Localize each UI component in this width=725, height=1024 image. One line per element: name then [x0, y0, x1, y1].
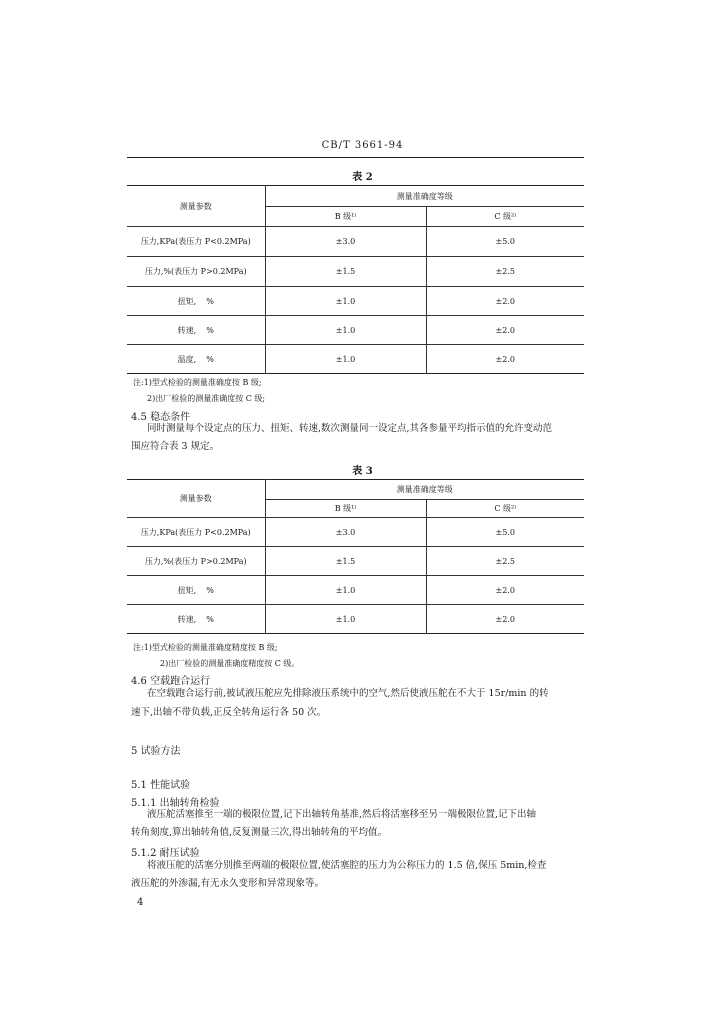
table-row — [127, 287, 584, 316]
table3-col-b: B 级¹⁾ — [334, 504, 357, 513]
table2-row-c: ±5.0 — [426, 227, 584, 257]
section-5-1-2-line-1: 将液压舵的活塞分别推至两端的极限位置,使活塞腔的压力为公称压力的 1.5 倍,保压 5min,检查 — [147, 860, 547, 871]
table2-col-c: C 级²⁾ — [426, 207, 584, 227]
table3-row-b: ±1.0 — [265, 576, 426, 605]
table3 — [127, 479, 584, 634]
table2-row-param: 转速, % — [127, 316, 265, 345]
section-5-1-1-line-2: 转角刻度,算出轴转角值,反复测量三次,得出轴转角的平均值。 — [131, 827, 388, 838]
table3-row-param: 压力,KPa(表压力 P<0.2MPa) — [127, 518, 265, 547]
table-row — [127, 547, 584, 576]
table2-note-1: 注:1)型式检验的测量准确度按 B 级; — [133, 378, 262, 387]
table2-row-c: ±2.0 — [426, 316, 584, 345]
table2 — [127, 185, 584, 374]
table2-row-param: 压力,KPa(表压力 P<0.2MPa) — [127, 227, 265, 257]
section-5-1-2-line-2: 液压舵的外渗漏,有无永久变形和异常现象等。 — [131, 878, 325, 889]
table3-row-c: ±5.0 — [426, 518, 584, 547]
table2-row-param: 温度, % — [127, 345, 265, 374]
section-5-title: 5 试验方法 — [131, 746, 181, 757]
table3-row-c: ±2.0 — [426, 576, 584, 605]
table3-param-header: 测量参数 — [127, 480, 265, 518]
standard-header: CB/T 3661-94 — [321, 140, 404, 151]
table3-row-b: ±3.0 — [265, 518, 426, 547]
table3-note-1: 注:1)型式检验的测量准确度精度按 B 级; — [133, 643, 278, 652]
section-4-5-line-1: 同时测量每个设定点的压力、扭矩、转速,数次测量同一设定点,其各参量平均指示值的允许变动范 — [147, 423, 553, 434]
table2-param-header: 测量参数 — [127, 186, 265, 227]
table-row — [127, 257, 584, 287]
table3-caption: 表 3 — [352, 466, 373, 477]
table3-col-c: C 级²⁾ — [426, 500, 584, 518]
section-4-6-line-1: 在空载跑合运行前,被试液压舵应先排除液压系统中的空气,然后使液压舵在不大于 15r/min 的转 — [147, 688, 549, 699]
section-5-1-2-title: 5.1.2 耐压试验 — [131, 848, 200, 859]
table2-row-c: ±2.0 — [426, 345, 584, 374]
table3-row-param: 压力,%(表压力 P>0.2MPa) — [127, 547, 265, 576]
section-4-6-title: 4.6 空载跑合运行 — [131, 676, 211, 687]
table2-row-c: ±2.5 — [426, 257, 584, 287]
table3-row-b: ±1.5 — [265, 547, 426, 576]
table2-row-b: ±1.5 — [265, 257, 426, 287]
table2-note-2: 2)出厂检验的测量准确度按 C 级; — [147, 394, 266, 403]
page-number: 4 — [137, 897, 144, 908]
section-4-5-title: 4.5 稳态条件 — [131, 412, 191, 423]
table3-grade-header: 测量准确度等级 — [265, 480, 584, 500]
section-5-1-1-title: 5.1.1 出轴转角检验 — [131, 798, 220, 809]
section-4-6-line-2: 速下,出轴不带负载,正反全转角运行各 50 次。 — [131, 707, 327, 718]
table2-row-b: ±1.0 — [265, 345, 426, 374]
table-row — [127, 605, 584, 634]
table-row — [127, 227, 584, 257]
section-5-1-title: 5.1 性能试验 — [131, 780, 191, 791]
table2-caption: 表 2 — [352, 172, 373, 183]
table-row — [127, 345, 584, 374]
table3-row-param: 转速, % — [127, 605, 265, 634]
table2-row-param: 扭矩, % — [127, 287, 265, 316]
table-row — [127, 316, 584, 345]
header-rule — [127, 157, 584, 158]
table2-col-b: B 级¹⁾ — [334, 212, 357, 221]
table3-row-b: ±1.0 — [265, 605, 426, 634]
table-row — [127, 518, 584, 547]
table2-row-b: ±1.0 — [265, 287, 426, 316]
table2-row-b: ±1.0 — [265, 316, 426, 345]
section-5-1-1-line-1: 液压舵活塞推至一端的极限位置,记下出轴转角基准,然后将活塞移至另一端极限位置,记下出轴 — [147, 809, 537, 820]
table3-row-c: ±2.0 — [426, 605, 584, 634]
table2-row-param: 压力,%(表压力 P>0.2MPa) — [127, 257, 265, 287]
table3-row-c: ±2.5 — [426, 547, 584, 576]
table3-row-param: 扭矩, % — [127, 576, 265, 605]
table-row — [127, 576, 584, 605]
table2-row-b: ±3.0 — [265, 227, 426, 257]
table2-row-c: ±2.0 — [426, 287, 584, 316]
section-4-5-line-2: 围应符合表 3 规定。 — [131, 441, 220, 452]
table2-grade-header: 测量准确度等级 — [265, 186, 584, 207]
table3-note-2: 2)出厂检验的测量准确度精度按 C 级。 — [160, 659, 300, 668]
